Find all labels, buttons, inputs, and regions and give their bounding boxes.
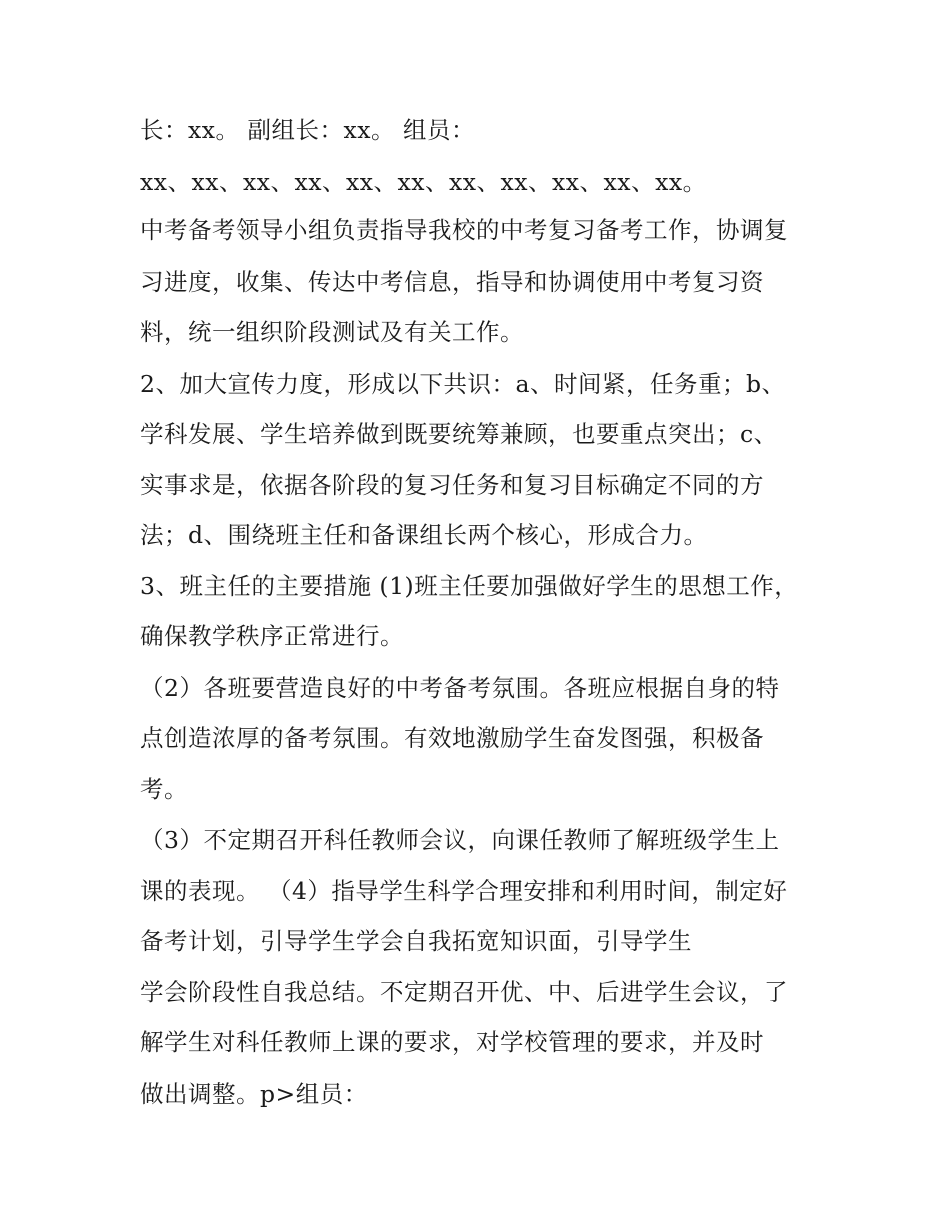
text-line: 学科发展、学生培养做到既要统筹兼顾，也要重点突出；c、 [140,420,778,448]
text-line: （3）不定期召开科任教师会议，向课任教师了解班级学生上 [140,826,780,854]
text-line: xx、xx、xx、xx、xx、xx、xx、xx、xx、xx、xx。 [140,168,707,196]
text-line: 课的表现。 （4）指导学生科学合理安排和利用时间，制定好 [140,877,788,905]
text-line: 料，统一组织阶段测试及有关工作。 [140,318,524,346]
text-line: 学会阶段性自我总结。不定期召开优、中、后进学生会议，了 [140,978,788,1006]
text-line: 法；d、围绕班主任和备课组长两个核心，形成合力。 [140,521,708,549]
text-line: 3、班主任的主要措施 (1)班主任要加强做好学生的思想工作， [140,572,799,600]
text-line: 备考计划，引导学生学会自我拓宽知识面，引导学生 [140,927,692,955]
text-line: 点创造浓厚的备考氛围。有效地激励学生奋发图强，积极备 [140,724,764,752]
text-line: 习进度，收集、传达中考信息，指导和协调使用中考复习资 [140,268,764,296]
text-line: 实事求是，依据各阶段的复习任务和复习目标确定不同的方 [140,471,764,499]
text-line: （2）各班要营造良好的中考备考氛围。各班应根据自身的特 [140,674,780,702]
text-line: 考。 [140,775,188,803]
text-line: 解学生对科任教师上课的要求，对学校管理的要求，并及时 [140,1028,764,1056]
text-line: 确保教学秩序正常进行。 [140,622,404,650]
text-line: 中考备考领导小组负责指导我校的中考复习备考工作，协调复 [140,216,788,244]
text-line: 长：xx。 副组长：xx。 组员： [140,116,475,144]
text-line: 做出调整。p>组员： [140,1080,368,1108]
text-line: 2、加大宣传力度，形成以下共识：a、时间紧，任务重；b、 [140,370,786,398]
